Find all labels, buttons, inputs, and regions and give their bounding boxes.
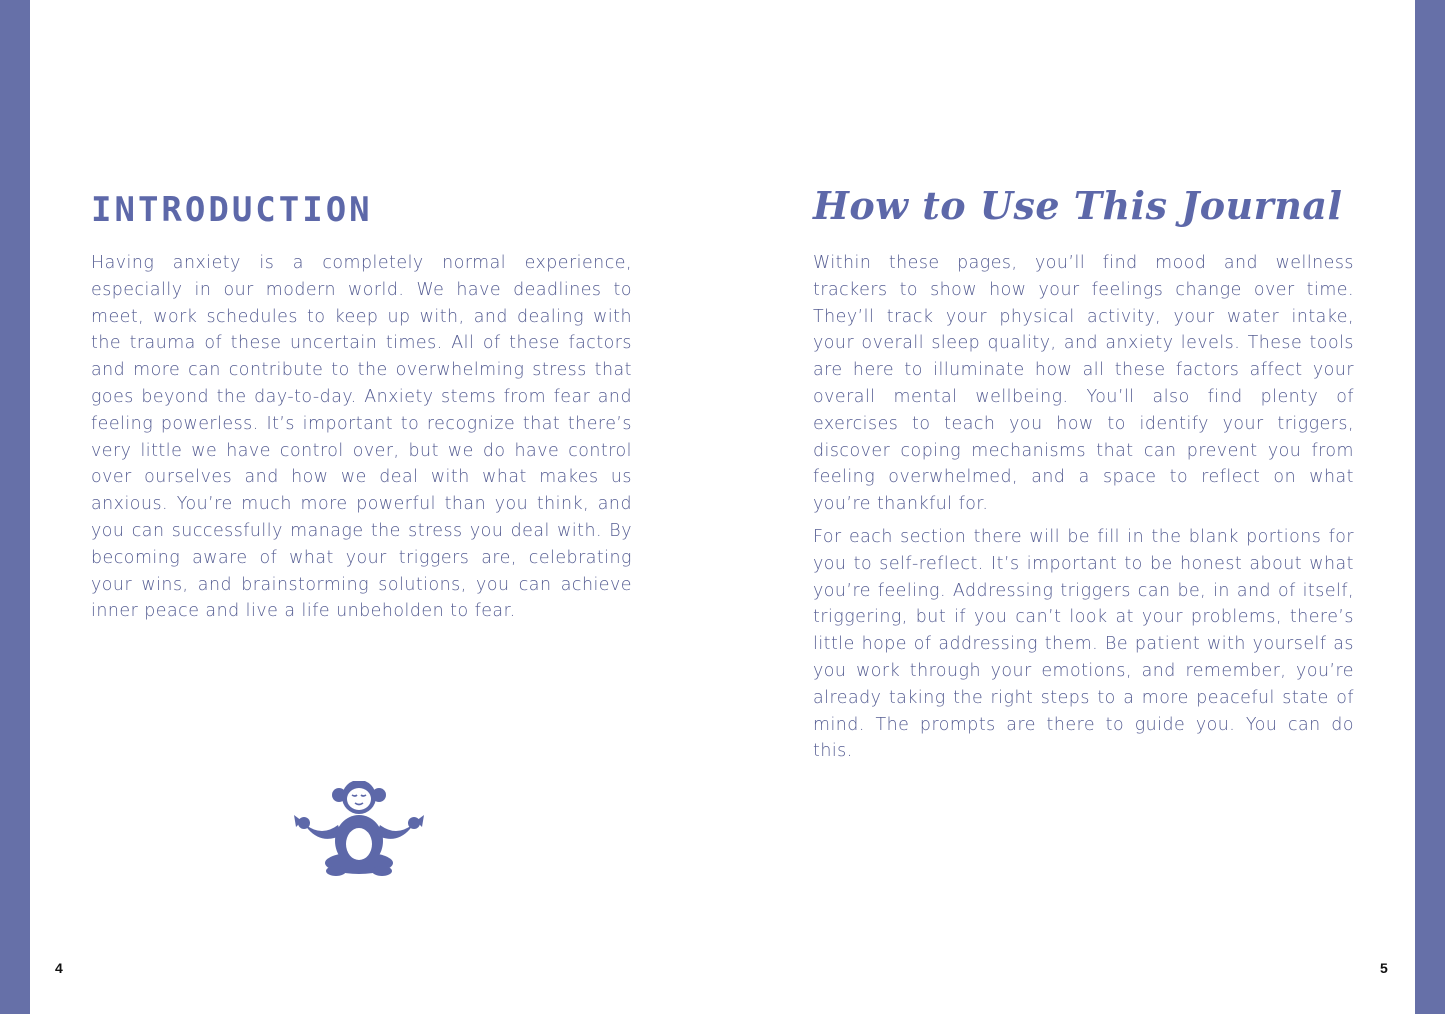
how-to-use-heading: How to Use This Journal — [813, 183, 1343, 228]
introduction-heading: INTRODUCTION — [91, 190, 373, 230]
how-to-use-paragraph-2: For each section there will be fill in the blank portions for you to self-reflect. It’s important to be honest about what you’re feeling. Addressing triggers can be, in and of itself, triggering, but if you can’t look at your problems, there’s little hope of addressing them. Be patient with yourself as you work through your emotions, and remember, you’re already taking the right steps to a more peaceful state of mind. The prompts are there to guide you. You can do this. — [813, 527, 1354, 762]
left-edge-band — [0, 0, 30, 1014]
right-edge-band — [1415, 0, 1445, 1014]
meditating-monkey-icon — [292, 781, 426, 877]
page-number-left: 4 — [55, 960, 63, 976]
how-to-use-paragraph-1: Within these pages, you’ll find mood and wellness trackers to show how your feelings change over time. They’ll track your physical activity, your water intake, your overall sleep quality, and anxiety levels. These tools are here to illuminate how all these factors affect your overall mental wellbeing. You’ll also find plenty of exercises to teach you how to identify your triggers, discover coping mechanisms that can prevent you from feeling overwhelmed, and a space to reflect on what you’re thankful for. — [813, 253, 1354, 515]
introduction-paragraph: Having anxiety is a completely normal experience, especially in our modern world. We have deadlines to meet, work schedules to keep up with, and dealing with the trauma of these uncertain times. All of these factors and more can contribute to the overwhelming stress that goes beyond the day-to-day. Anxiety stems from fear and feeling powerless. It’s important to recognize that there’s very little we have control over, but we do have control over ourselves and how we deal with what makes us anxious. You’re much more powerful than you think, and you can successfully manage the stress you deal with. By becoming aware of what your triggers are, celebrating your wins, and brainstorming solutions, you can achieve inner peace and live a life unbeholden to fear. — [91, 253, 632, 622]
page-number-right: 5 — [1380, 960, 1388, 976]
